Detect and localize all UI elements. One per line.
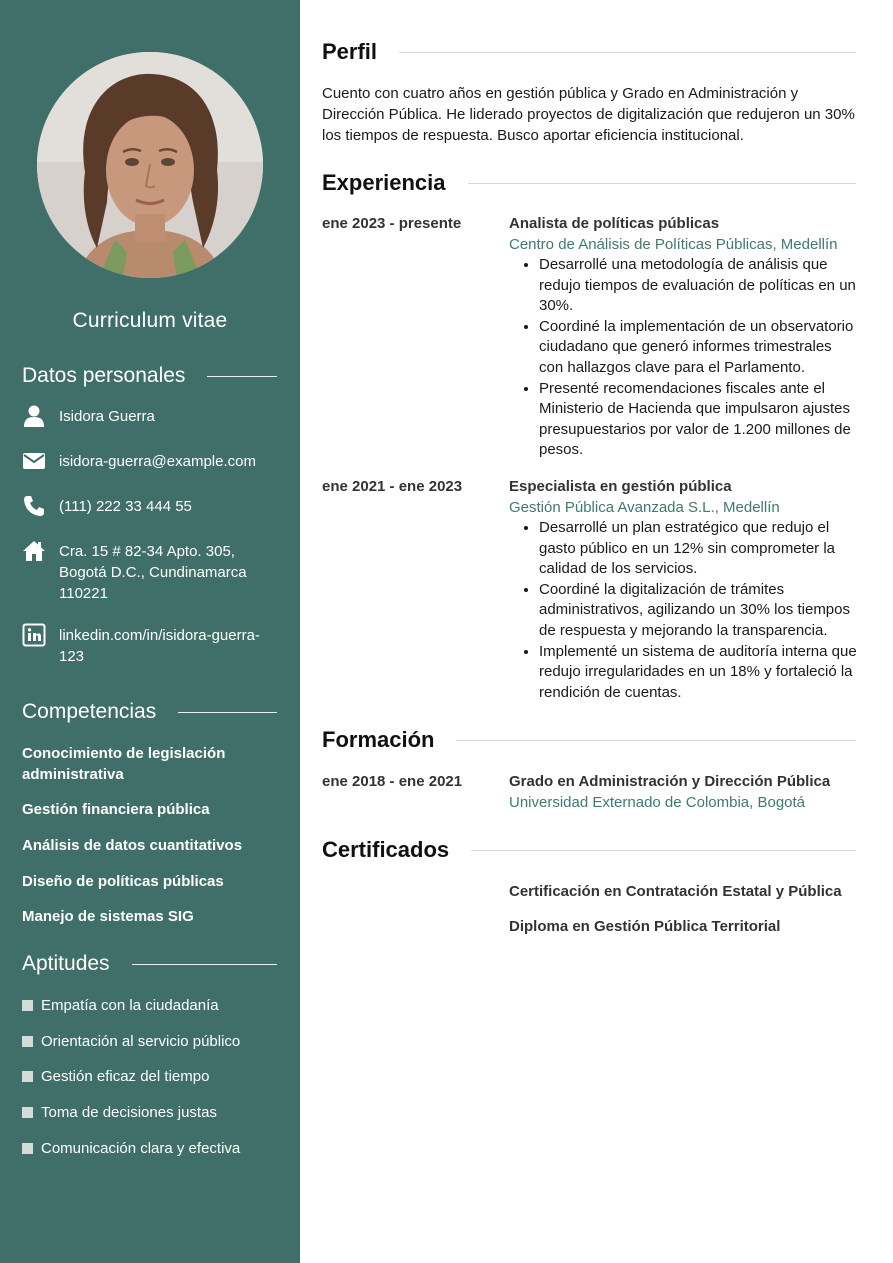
- linkedin-icon: [22, 623, 46, 647]
- address-line-3: 110221: [59, 585, 108, 602]
- education-heading: [322, 725, 856, 755]
- profile-photo: [37, 52, 263, 278]
- certificates-heading-text: Certificados: [322, 837, 450, 862]
- education-degree: Grado en Administración y Dirección Pública: [509, 773, 831, 790]
- bullet-square-icon: [22, 1143, 33, 1154]
- job-bullet: • Coordiné la digitalización de trámites administrativos, agilizando un 30% los tiempos de respuesta y mejorando la transparencia.: [539, 580, 857, 642]
- job-bullet: • Coordiné la implementación de un observatorio ciudadano que generó informes trimestrales con hallazgos clave para el Parlamento.: [539, 317, 857, 379]
- sidebar: [0, 0, 300, 1263]
- competency-item: Manejo de sistemas SIG: [22, 908, 194, 925]
- heading-divider: [399, 52, 856, 53]
- cv-title: Curriculum vitae: [72, 309, 228, 332]
- competency-item: Análisis de datos cuantitativos: [22, 837, 243, 854]
- contact-email-text[interactable]: isidora-guerra@example.com: [59, 453, 256, 470]
- job-organization: Gestión Pública Avanzada S.L., Medellín: [509, 499, 780, 516]
- competency-item: Gestión financiera pública: [22, 801, 210, 818]
- aptitude-item: [22, 1102, 277, 1123]
- job-role: Analista de políticas públicas: [509, 215, 720, 232]
- job-bullets: [509, 518, 857, 703]
- job-dates: ene 2021 - ene 2023: [322, 478, 463, 495]
- address-line-2: Bogotá D.C., Cundinamarca: [59, 564, 247, 581]
- aptitude-item: [22, 1031, 277, 1052]
- user-icon: [22, 404, 46, 428]
- education-dates: ene 2018 - ene 2021: [322, 773, 463, 790]
- profile-summary: Cuento con cuatro años en gestión pública y Grado en Administración y Dirección Pública. He liderado proyectos de digitalización que redujeron un 30% los tiempos de respuesta. Busco aportar eficiencia institucional.: [322, 85, 855, 144]
- aptitude-item: [22, 1066, 277, 1087]
- bullet-square-icon: [22, 1107, 33, 1118]
- contact-address: [22, 541, 277, 604]
- bullet-square-icon: [22, 1036, 33, 1047]
- job-dates: ene 2023 - presente: [322, 215, 462, 232]
- profile-heading: [322, 37, 856, 67]
- portrait-illustration: [37, 52, 263, 278]
- education-heading-text: Formación: [322, 727, 435, 752]
- aptitude-text: Gestión eficaz del tiempo: [41, 1068, 210, 1085]
- aptitude-item: [22, 995, 277, 1016]
- linkedin-line-2: 123: [59, 648, 85, 665]
- heading-divider: [471, 850, 856, 851]
- personal-data-heading: [22, 362, 277, 390]
- certificates-heading: [322, 835, 856, 865]
- aptitude-text: Empatía con la ciudadanía: [41, 997, 219, 1014]
- phone-icon: [22, 494, 46, 518]
- competencies-heading-text: Competencias: [22, 700, 157, 723]
- education-entry: [509, 771, 857, 813]
- certificate-item: Diploma en Gestión Pública Territorial: [509, 918, 781, 935]
- job-organization: Centro de Análisis de Políticas Públicas, Medellín: [509, 236, 838, 253]
- bullet-square-icon: [22, 1071, 33, 1082]
- competencies-heading: [22, 698, 277, 726]
- job-bullets: [509, 255, 857, 461]
- contact-address-text: [59, 541, 247, 604]
- aptitudes-heading-text: Aptitudes: [22, 952, 110, 975]
- competency-item: Diseño de políticas públicas: [22, 873, 224, 890]
- aptitude-item: [22, 1138, 277, 1159]
- contact-name: [22, 406, 277, 428]
- linkedin-line-1: linkedin.com/in/isidora-guerra-: [59, 627, 260, 644]
- address-line-1: Cra. 15 # 82-34 Apto. 305,: [59, 543, 235, 560]
- job-entry: [509, 213, 857, 461]
- heading-divider: [468, 183, 856, 184]
- aptitudes-heading: [22, 950, 277, 978]
- job-bullet: • Implementé un sistema de auditoría interna que redujo irregularidades en un 18% y fortaleció la rendición de cuentas.: [539, 642, 857, 704]
- job-role: Especialista en gestión pública: [509, 478, 732, 495]
- experience-heading-text: Experiencia: [322, 170, 446, 195]
- job-bullet: • Desarrollé una metodología de análisis que redujo tiempos de evaluación de políticas en un 30%.: [539, 255, 857, 317]
- contact-linkedin-text[interactable]: [59, 625, 260, 667]
- contact-phone[interactable]: [22, 496, 277, 518]
- experience-heading: [322, 168, 856, 198]
- contact-name-text: Isidora Guerra: [59, 408, 155, 425]
- competency-item: Conocimiento de legislación administrativa: [22, 745, 226, 783]
- certificate-item: Certificación en Contratación Estatal y Pública: [509, 883, 842, 900]
- job-entry: [509, 476, 857, 703]
- job-bullet: • Presenté recomendaciones fiscales ante el Ministerio de Hacienda que impulsaron ajustes presupuestarios por valor de 1.200 millones de pesos.: [539, 379, 857, 461]
- contact-email[interactable]: [22, 451, 277, 473]
- heading-divider: [132, 964, 277, 965]
- education-school: Universidad Externado de Colombia, Bogotá: [509, 794, 806, 811]
- aptitude-text: Orientación al servicio público: [41, 1033, 241, 1050]
- heading-divider: [178, 712, 277, 713]
- job-bullet: • Desarrollé un plan estratégico que redujo el gasto público en un 12% sin comprometer la calidad de los servicios.: [539, 518, 857, 580]
- aptitude-text: Toma de decisiones justas: [41, 1104, 217, 1121]
- bullet-square-icon: [22, 1000, 33, 1011]
- heading-divider: [456, 740, 856, 741]
- contact-phone-text[interactable]: (111) 222 33 444 55: [59, 498, 192, 515]
- personal-data-heading-text: Datos personales: [22, 364, 186, 387]
- heading-divider: [207, 376, 277, 377]
- contact-linkedin[interactable]: [22, 625, 277, 667]
- aptitude-text: Comunicación clara y efectiva: [41, 1140, 241, 1157]
- envelope-icon: [22, 449, 46, 473]
- home-icon: [22, 539, 46, 563]
- profile-heading-text: Perfil: [322, 39, 378, 64]
